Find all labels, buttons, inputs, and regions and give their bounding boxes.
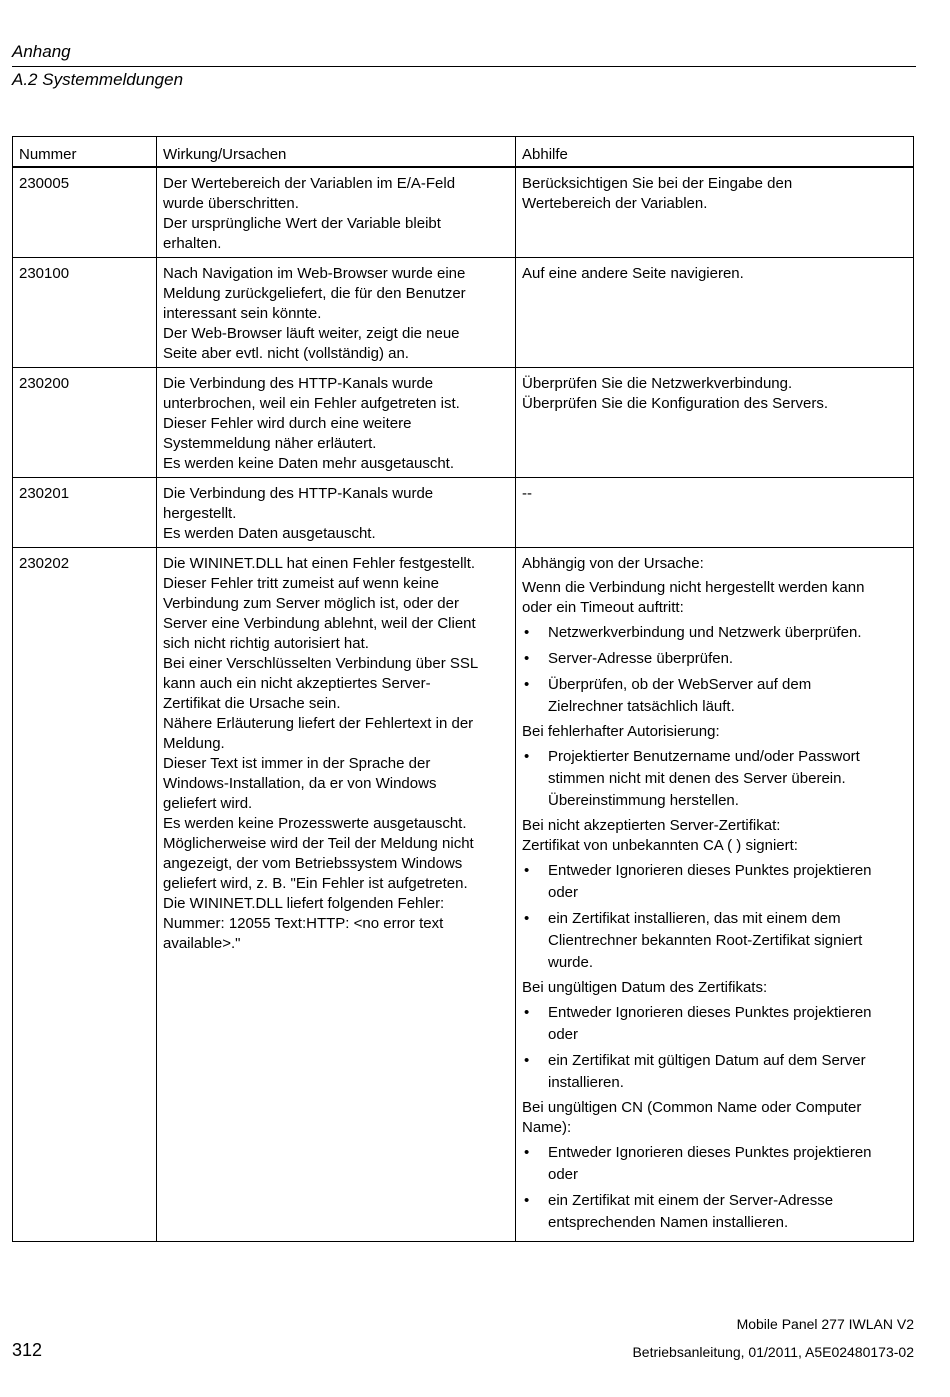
- text-line: Dieser Text ist immer in der Sprache der: [163, 755, 431, 772]
- list-item: [522, 860, 907, 904]
- text-line: Es werden keine Prozesswerte ausgetauscht.: [163, 815, 467, 832]
- table-header-row: [13, 137, 914, 168]
- message-remedy: [516, 548, 914, 1242]
- text-line: Server eine Verbindung ablehnt, weil der Client: [163, 615, 476, 632]
- remedy-list: [522, 1142, 907, 1234]
- message-number: 230202: [13, 548, 157, 1242]
- system-messages-table: [12, 136, 914, 1242]
- text-line: Nummer: 12055 Text:HTTP: <no error text: [163, 915, 444, 932]
- remedy-paragraph: [522, 1098, 907, 1138]
- text-line: wurde überschritten.: [163, 195, 299, 212]
- text-line: • Entweder Ignorieren dieses Punktes projektieren: [548, 1004, 872, 1021]
- remedy-paragraph: [522, 722, 907, 742]
- text-line: geliefert wird.: [163, 795, 253, 812]
- section-title: A.2 Systemmeldungen: [12, 70, 184, 89]
- list-item: [522, 1190, 907, 1234]
- text-line: Systemmeldung näher erläutert.: [163, 435, 377, 452]
- table-row: [13, 478, 914, 548]
- table-row: [13, 167, 914, 258]
- text-line: stimmen nicht mit denen des Server überein.: [548, 770, 846, 787]
- text-line: Es werden keine Daten mehr ausgetauscht.: [163, 455, 454, 472]
- text-line: available>.": [163, 935, 241, 952]
- list-item: [522, 648, 907, 670]
- text-line: Abhängig von der Ursache:: [522, 555, 704, 572]
- remedy-paragraph: [522, 484, 907, 504]
- text-line: Die WININET.DLL hat einen Fehler festgestellt.: [163, 555, 476, 572]
- text-line: Möglicherweise wird der Teil der Meldung nicht: [163, 835, 474, 852]
- message-cause: [157, 368, 516, 478]
- list-item: [522, 622, 907, 644]
- text-line: Berücksichtigen Sie bei der Eingabe den: [522, 175, 793, 192]
- text-line: unterbrochen, weil ein Fehler aufgetreten ist.: [163, 395, 460, 412]
- list-item: [522, 1002, 907, 1046]
- text-line: • ein Zertifikat installieren, das mit einem dem: [548, 910, 841, 927]
- footer-product: Mobile Panel 277 IWLAN V2: [736, 1316, 914, 1332]
- text-line: Übereinstimmung herstellen.: [548, 792, 739, 809]
- text-line: Es werden Daten ausgetauscht.: [163, 525, 376, 542]
- text-line: Bei ungültigen Datum des Zertifikats:: [522, 979, 768, 996]
- remedy-list: [522, 1002, 907, 1094]
- text-line: Meldung zurückgeliefert, die für den Benutzer: [163, 285, 466, 302]
- text-line: installieren.: [548, 1074, 624, 1091]
- text-line: Windows-Installation, da er von Windows: [163, 775, 437, 792]
- remedy-list: [522, 860, 907, 974]
- text-line: kann auch ein nicht akzeptiertes Server-: [163, 675, 431, 692]
- text-line: Dieser Fehler wird durch eine weitere: [163, 415, 412, 432]
- message-number: 230005: [13, 167, 157, 258]
- message-cause: [157, 258, 516, 368]
- text-line: oder: [548, 884, 579, 901]
- remedy-list: [522, 746, 907, 812]
- message-remedy: [516, 167, 914, 258]
- text-line: Der Web-Browser läuft weiter, zeigt die neue: [163, 325, 460, 342]
- chapter-title: Anhang: [12, 42, 71, 61]
- text-line: Überprüfen Sie die Netzwerkverbindung.: [522, 375, 793, 392]
- text-line: • Entweder Ignorieren dieses Punktes projektieren: [548, 862, 872, 879]
- page-number: 312: [12, 1340, 43, 1360]
- text-line: Zertifikat die Ursache sein.: [163, 695, 341, 712]
- text-line: Zielrechner tatsächlich läuft.: [548, 698, 735, 715]
- text-line: hergestellt.: [163, 505, 237, 522]
- message-cause: [157, 548, 516, 1242]
- text-line: entsprechenden Namen installieren.: [548, 1214, 789, 1231]
- text-line: • Netzwerkverbindung und Netzwerk überprüfen.: [548, 624, 862, 641]
- text-line: Dieser Fehler tritt zumeist auf wenn keine: [163, 575, 439, 592]
- text-line: Bei ungültigen CN (Common Name oder Computer: [522, 1099, 862, 1116]
- remedy-paragraph: [522, 578, 907, 618]
- table-row: [13, 548, 914, 1242]
- list-item: [522, 674, 907, 718]
- list-item: [522, 1050, 907, 1094]
- text-line: Der ursprüngliche Wert der Variable bleibt: [163, 215, 441, 232]
- text-line: oder: [548, 1026, 579, 1043]
- text-line: erhalten.: [163, 235, 222, 252]
- text-line: Wertebereich der Variablen.: [522, 195, 708, 212]
- text-line: Die Verbindung des HTTP-Kanals wurde: [163, 375, 434, 392]
- text-line: Überprüfen Sie die Konfiguration des Servers.: [522, 395, 829, 412]
- text-line: wurde.: [548, 954, 594, 971]
- remedy-paragraph: [522, 174, 907, 214]
- footer-document-id: Betriebsanleitung, 01/2011, A5E02480173-02: [632, 1344, 914, 1360]
- text-line: Seite aber evtl. nicht (vollständig) an.: [163, 345, 409, 362]
- remedy-list: [522, 622, 907, 718]
- text-line: Nähere Erläuterung liefert der Fehlertext in der: [163, 715, 474, 732]
- column-header-number: Nummer: [13, 137, 157, 168]
- text-line: • ein Zertifikat mit gültigen Datum auf dem Server: [548, 1052, 866, 1069]
- message-remedy: [516, 258, 914, 368]
- text-line: • Entweder Ignorieren dieses Punktes projektieren: [548, 1144, 872, 1161]
- list-item: [522, 1142, 907, 1186]
- column-header-cause: Wirkung/Ursachen: [157, 137, 516, 168]
- remedy-paragraph: [522, 816, 907, 856]
- text-line: Verbindung zum Server möglich ist, oder der: [163, 595, 459, 612]
- text-line: oder ein Timeout auftritt:: [522, 599, 684, 616]
- text-line: oder: [548, 1166, 579, 1183]
- list-item: [522, 908, 907, 974]
- message-number: 230100: [13, 258, 157, 368]
- remedy-paragraph: [522, 264, 907, 284]
- text-line: Bei nicht akzeptierten Server-Zertifikat:: [522, 817, 781, 834]
- text-line: Bei fehlerhafter Autorisierung:: [522, 723, 720, 740]
- text-line: Der Wertebereich der Variablen im E/A-Feld: [163, 175, 456, 192]
- text-line: Nach Navigation im Web-Browser wurde eine: [163, 265, 466, 282]
- table-row: [13, 258, 914, 368]
- table-row: [13, 368, 914, 478]
- text-line: Die WININET.DLL liefert folgenden Fehler:: [163, 895, 445, 912]
- text-line: Die Verbindung des HTTP-Kanals wurde: [163, 485, 434, 502]
- text-line: Auf eine andere Seite navigieren.: [522, 265, 744, 282]
- text-line: angezeigt, der vom Betriebssystem Windows: [163, 855, 463, 872]
- header-rule: [12, 66, 916, 67]
- text-line: sich nicht richtig autorisiert hat.: [163, 635, 369, 652]
- message-remedy: [516, 478, 914, 548]
- text-line: • Server-Adresse überprüfen.: [548, 650, 734, 667]
- text-line: --: [522, 485, 532, 502]
- message-cause: [157, 478, 516, 548]
- list-item: [522, 746, 907, 812]
- text-line: Name):: [522, 1119, 572, 1136]
- text-line: geliefert wird, z. B. "Ein Fehler ist aufgetreten.: [163, 875, 468, 892]
- text-line: Clientrechner bekannten Root-Zertifikat signiert: [548, 932, 863, 949]
- message-cause: [157, 167, 516, 258]
- text-line: • ein Zertifikat mit einem der Server-Adresse: [548, 1192, 834, 1209]
- text-line: • Projektierter Benutzername und/oder Passwort: [548, 748, 860, 765]
- message-remedy: [516, 368, 914, 478]
- text-line: • Überprüfen, ob der WebServer auf dem: [548, 676, 812, 693]
- remedy-paragraph: [522, 978, 907, 998]
- remedy-paragraph: [522, 374, 907, 414]
- text-line: interessant sein könnte.: [163, 305, 322, 322]
- text-line: Zertifikat von unbekannten CA ( ) signiert:: [522, 837, 798, 854]
- message-number: 230201: [13, 478, 157, 548]
- remedy-paragraph: [522, 554, 907, 574]
- text-line: Wenn die Verbindung nicht hergestellt werden kann: [522, 579, 865, 596]
- text-line: Bei einer Verschlüsselten Verbindung über SSL: [163, 655, 479, 672]
- column-header-remedy: Abhilfe: [516, 137, 914, 168]
- message-number: 230200: [13, 368, 157, 478]
- text-line: Meldung.: [163, 735, 225, 752]
